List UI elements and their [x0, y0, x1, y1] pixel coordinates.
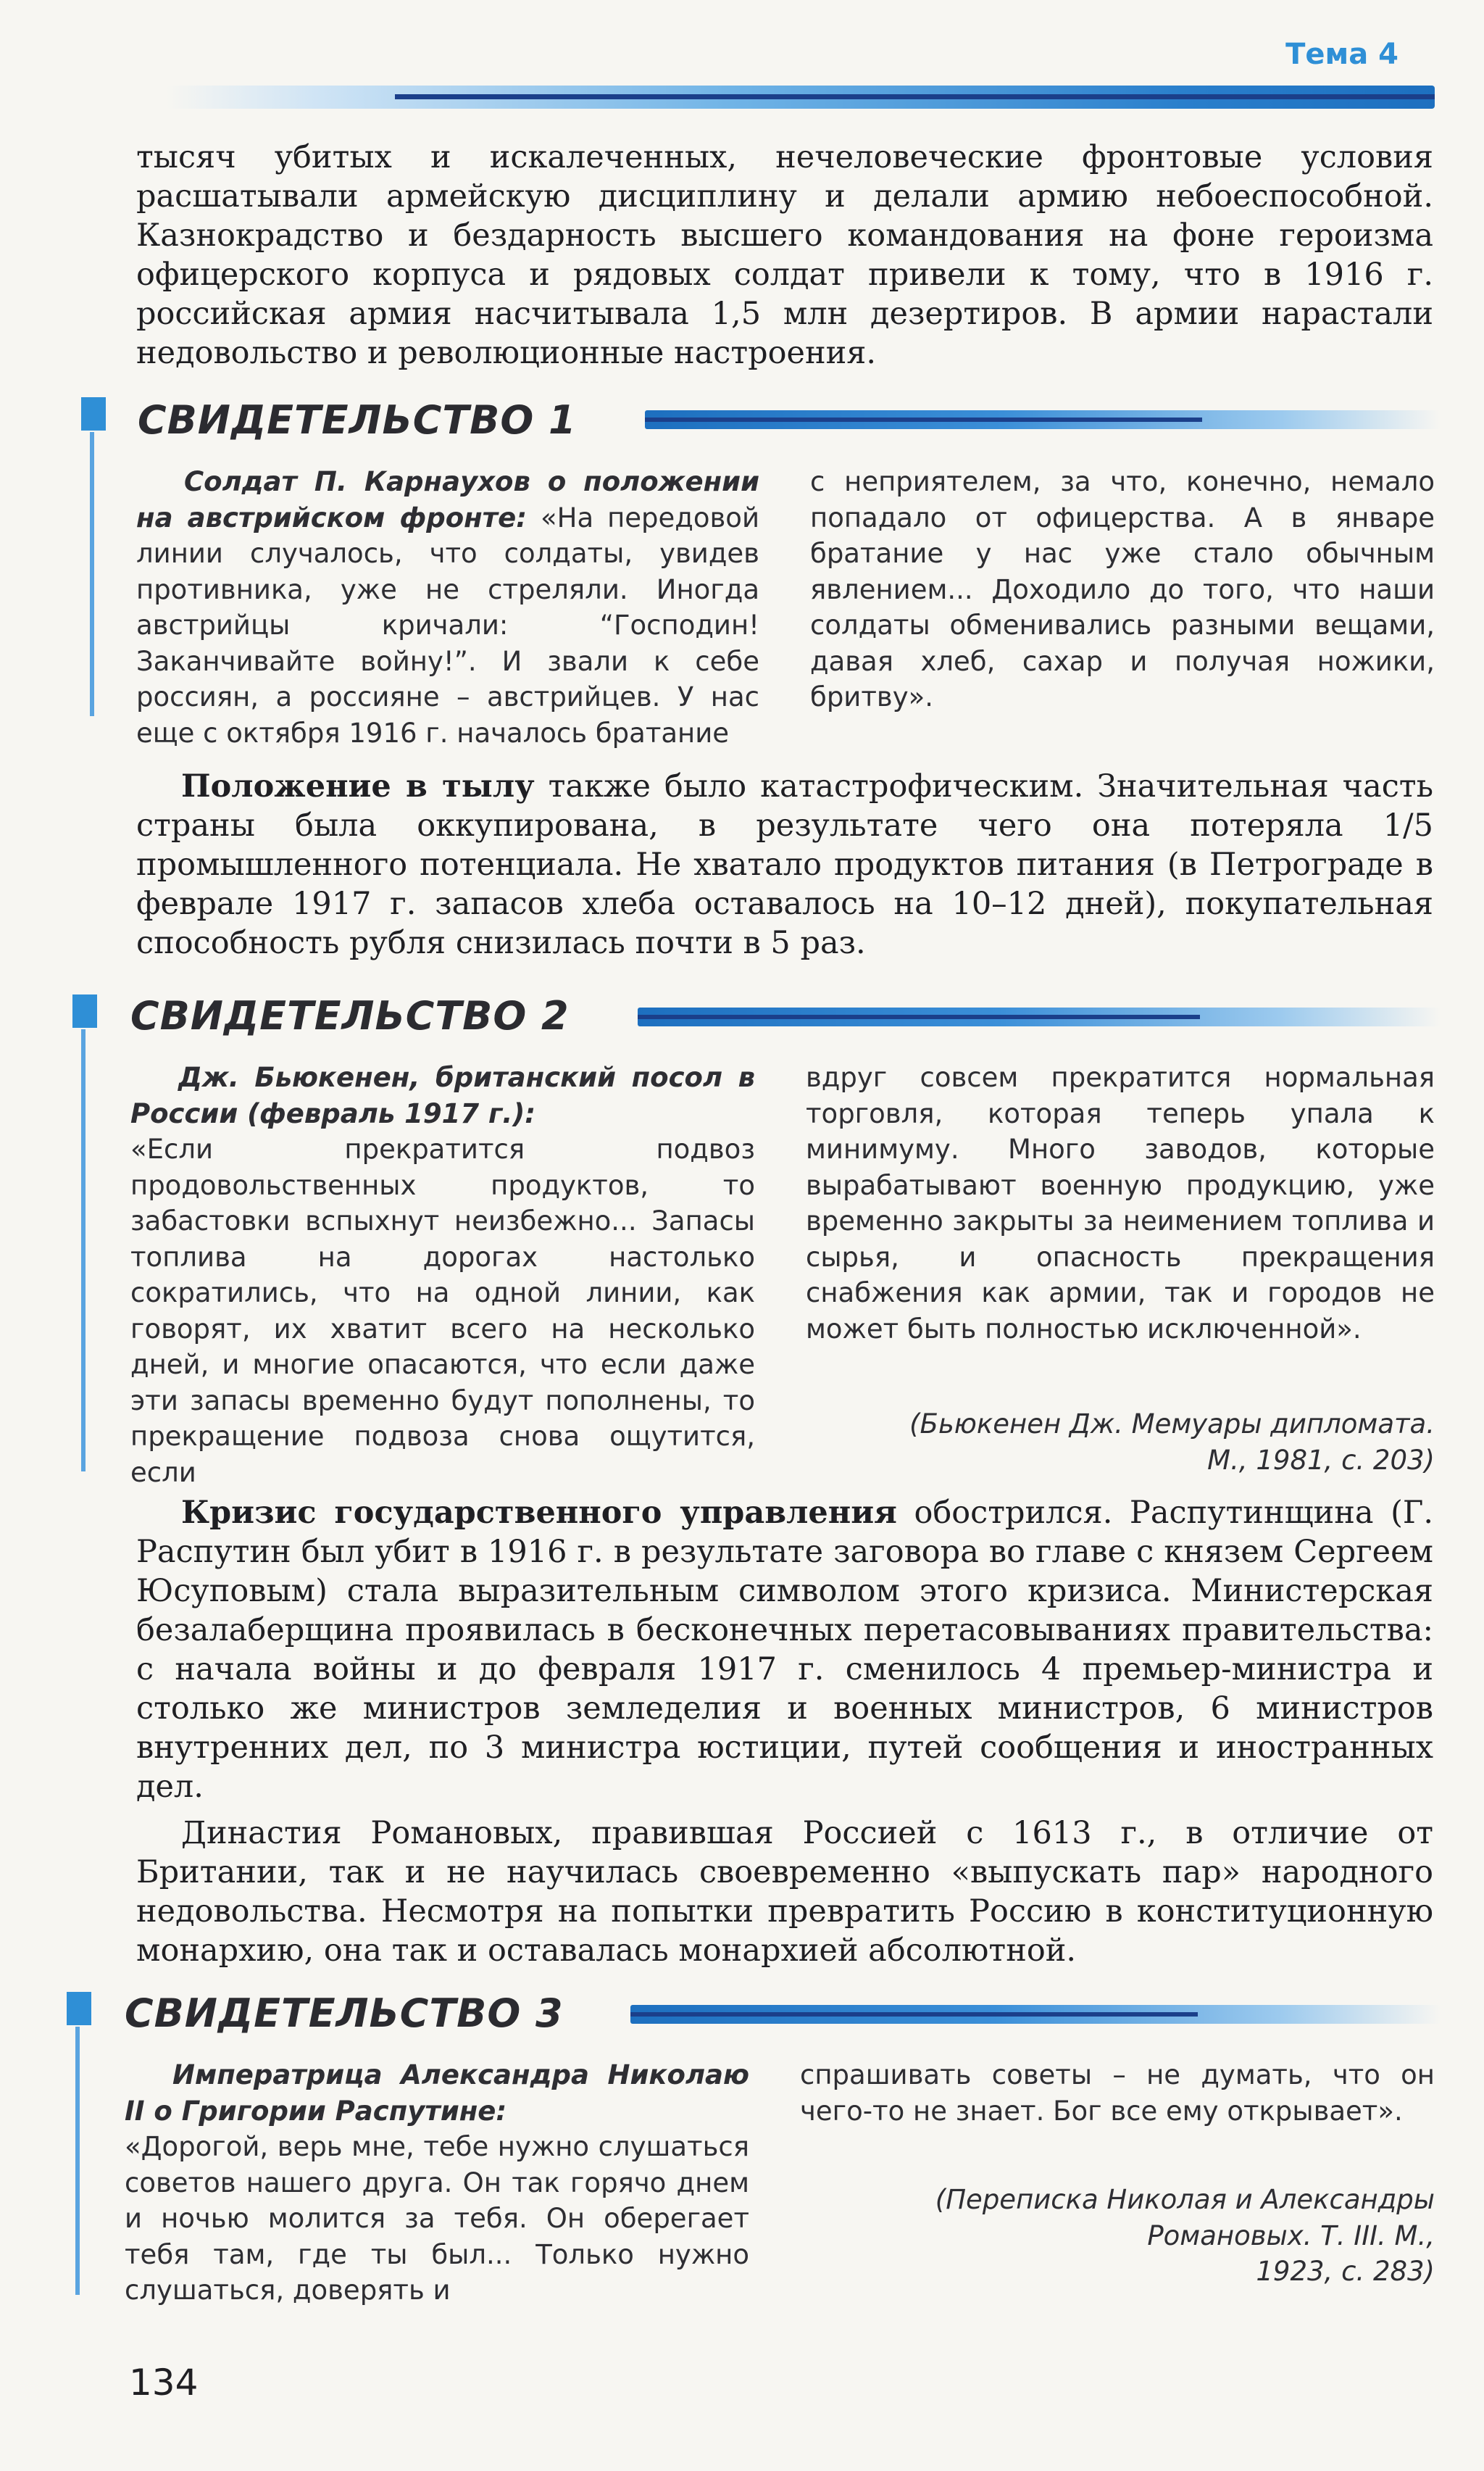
- evidence-3-source: [812, 2182, 1435, 2290]
- evidence-3-marker: [67, 1992, 91, 2025]
- evidence-3-heading: Императрица Александра Николаю II о Григории Распутине:: [125, 2059, 749, 2127]
- crisis-text: обострился. Распутинщина (Г. Распутин был убит в 1916 г. в результате заговора во главе с князем Сергеем Юсуповым) стала выразительным символом этого кризиса. Министерская безалаберщина проявилась в бесконечных перетасовываниях правительства: с начала войны и до февраля 1917 г. сменилось 4 премьер-министра и столько же министров земледелия и военных министров, 6 министров внутренних дел, по 3 министра юстиции, путей сообщения и иностранных дел.: [136, 1495, 1433, 1805]
- evidence-3-source-line-1: (Переписка Николая и Александры: [935, 2184, 1435, 2215]
- page-number: 134: [129, 2362, 199, 2404]
- evidence-1-rule: [645, 410, 1441, 429]
- crisis-paragraph: [136, 1493, 1433, 1806]
- evidence-2-text-left: «Если прекратится подвоз продовольственных продуктов, то забастовки вспыхнут неизбежно... Запасы топлива на дорогах настолько сократились, что на одной линии, как говорят, их хватит всего на несколько дней, и многие опасаются, что если даже эти запасы временно будут пополнены, то прекращение подвоза снова ощутится, если: [130, 1134, 755, 1488]
- evidence-3-left-column: [125, 2057, 749, 2309]
- evidence-2-source-line-1: (Бьюкенен Дж. Мемуары дипломата.: [909, 1408, 1435, 1440]
- evidence-3-right-column: спрашивать советы – не думать, что он чего-то не знает. Бог все ему открывает».: [800, 2059, 1435, 2127]
- rear-bold: Положение в тылу: [181, 768, 535, 805]
- evidence-1-text-left: «На передовой линии случалось, что солдаты, увидев противника, уже не стреляли. Иногда австрийцы кричали: “Господин! Заканчивайте войну!”. И звали к себе россиян, а россияне – австрийцев. У нас еще с октября 1916 г. началось братание: [136, 502, 759, 749]
- evidence-2-marker: [72, 994, 97, 1028]
- intro-paragraph: тысяч убитых и искалеченных, нечеловеческие фронтовые условия расшатывали армейскую дисциплину и делали армию небоеспособной. Казнокрадство и бездарность высшего командования на фоне героизма офицерского корпуса и рядовых солдат привели к тому, что в 1916 г. российская армия насчитывала 1,5 млн дезертиров. В армии нарастали недовольство и революционные настроения.: [136, 139, 1433, 371]
- evidence-1-left-column: [136, 464, 759, 751]
- rear-text: также было катастрофическим. Значительная часть страны была оккупирована, в результате чего она потеряла 1/5 промышленного потенциала. Не хватало продуктов питания (в Петрограде в феврале 1917 г. запасов хлеба оставалось на 10–12 дней), покупательная способность рубля снизилась почти в 5 раз.: [136, 768, 1434, 961]
- crisis-bold: Кризис государственного управления: [181, 1495, 897, 1531]
- evidence-1-right-column: с неприятелем, за что, конечно, немало попадало от офицерства. А в январе братание у нас уже стало обычным явлением... Доходило до того, что наши солдаты обменивались разными вещами, давая хлеб, сахар и получая ножики, бритву».: [810, 466, 1435, 713]
- rear-paragraph: [136, 767, 1433, 963]
- evidence-2-heading: Дж. Бьюкенен, британский посол в России (февраль 1917 г.):: [130, 1062, 755, 1129]
- dynasty-paragraph: Династия Романовых, правившая Россией с 1613 г., в отличие от Британии, так и не научилась своевременно «выпускать пар» народного недовольства. Несмотря на попытки превратить Россию в конституционную монархию, она так и оставалась монархией абсолютной.: [136, 1815, 1433, 1969]
- evidence-3-rule: [630, 2005, 1441, 2024]
- evidence-2-sideline: [81, 1029, 86, 1471]
- evidence-2-title: СВИДЕТЕЛЬСТВО 2: [130, 993, 570, 1039]
- evidence-3-source-line-2: Романовых. Т. III. М.,: [1147, 2219, 1435, 2251]
- header-rule: [167, 86, 1435, 109]
- theme-label: Тема 4: [1285, 38, 1398, 71]
- evidence-2-rule: [638, 1008, 1441, 1026]
- evidence-1-title: СВИДЕТЕЛЬСТВО 1: [138, 397, 577, 443]
- evidence-1-sideline: [90, 432, 94, 716]
- evidence-2-source: [812, 1406, 1435, 1478]
- evidence-2-source-line-2: М., 1981, с. 203): [1207, 1444, 1435, 1476]
- evidence-2-left-column: [130, 1060, 755, 1490]
- evidence-3-sideline: [75, 2027, 80, 2295]
- evidence-3-text-left: «Дорогой, верь мне, тебе нужно слушаться советов нашего друга. Он так горячо днем и ночью молится за тебя. Он оберегает тебя там, где ты был... Только нужно слушаться, доверять и: [125, 2131, 749, 2306]
- evidence-1-marker: [81, 397, 106, 431]
- evidence-3-title: СВИДЕТЕЛЬСТВО 3: [125, 1990, 564, 2036]
- evidence-3-source-line-3: 1923, с. 283): [1256, 2256, 1435, 2287]
- evidence-2-right-column: вдруг совсем прекратится нормальная торговля, которая теперь упала к минимуму. Много заводов, которые вырабатывают военную продукцию, уже временно закрыты за неимением топлива и сырья, и опасность прекращения снабжения как армии, так и городов не может быть полностью исключенной».: [806, 1062, 1435, 1345]
- evidence-1-heading: Солдат П. Карнаухов о положении на австрийском фронте:: [136, 466, 759, 533]
